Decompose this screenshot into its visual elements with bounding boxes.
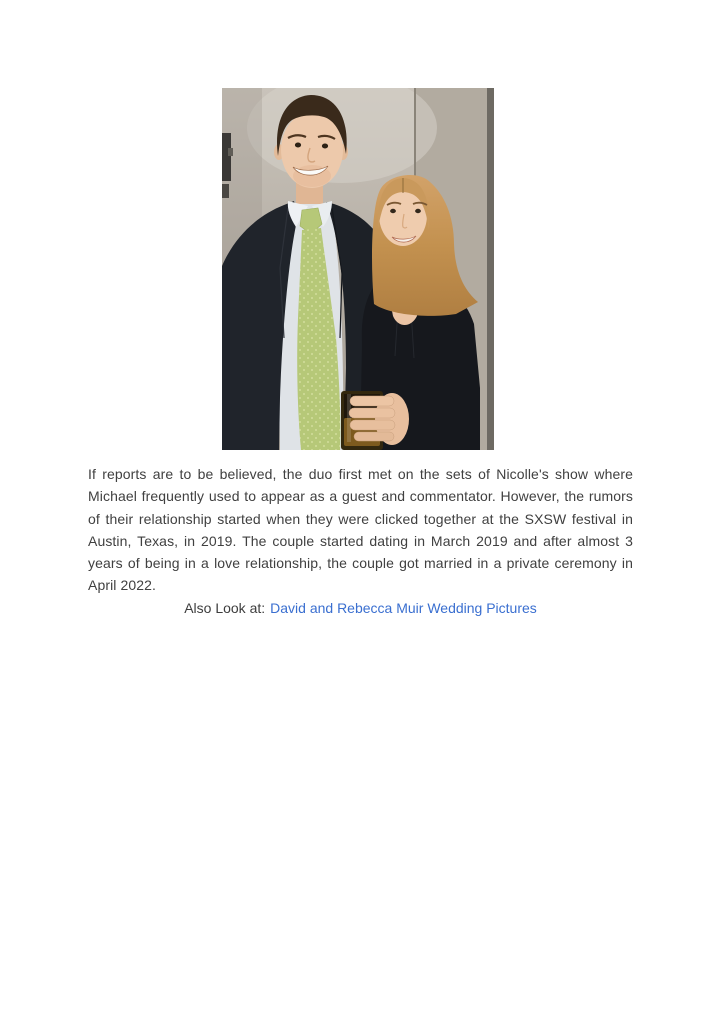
couple-photo (222, 88, 494, 450)
also-look-label: Also Look at: (184, 600, 266, 616)
couple-photo-illustration (222, 88, 494, 450)
also-look-line (88, 597, 633, 619)
article-paragraph: If reports are to be believed, the duo first met on the sets of Nicolle's show where Michael frequently used to appear as a guest and commentator. However, the rumors of their relationship started when they were clicked together at the SXSW festival in Austin, Texas, in 2019. The couple started dating in March 2019 and after almost 3 years of being in a love relationship, the couple got married in a private ceremony in April 2022. (88, 466, 633, 594)
drink-glass (341, 391, 409, 450)
wedding-pictures-link[interactable]: David and Rebecca Muir Wedding Pictures (270, 600, 537, 616)
